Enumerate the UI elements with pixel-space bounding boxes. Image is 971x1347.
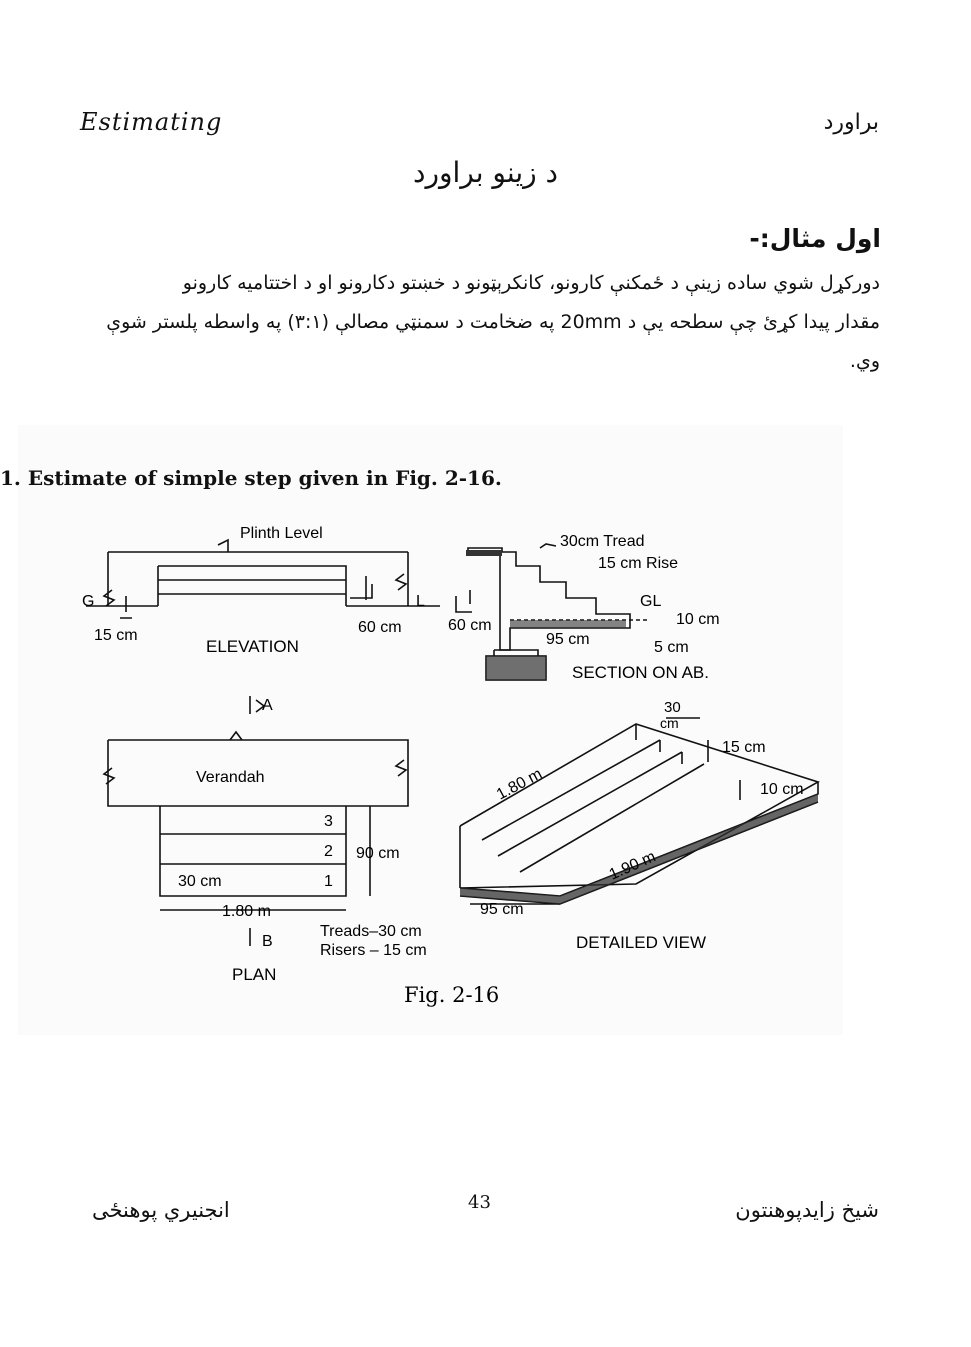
detail-dim-10cm: 10 cm — [760, 781, 804, 798]
detail-dim-95cm: 95 cm — [480, 901, 524, 918]
plan-step-3: 3 — [324, 813, 333, 830]
section-title: SECTION ON AB. — [572, 663, 709, 682]
plan-treads-note: Treads–30 cm — [320, 923, 422, 940]
page-title: د زينو براورد — [412, 156, 559, 189]
elevation-dim-60cm: 60 cm — [358, 619, 402, 636]
header-left-title: Estimating — [80, 108, 223, 136]
detail-dim-15cm: 15 cm — [722, 739, 766, 756]
plan-verandah-label: Verandah — [196, 769, 265, 786]
plinth-level-label: Plinth Level — [240, 525, 323, 542]
figure-caption: 1. Estimate of simple step given in Fig. 2-16. — [0, 466, 502, 490]
section-gl-label: GL — [640, 593, 662, 610]
section-dim-60cm: 60 cm — [448, 617, 492, 634]
header-right-title: براورد — [823, 110, 879, 135]
section-rise-label: 15 cm Rise — [598, 555, 679, 572]
plan-step-1: 1 — [324, 873, 333, 890]
plan-mark-b: B — [262, 933, 273, 950]
detail-dim-30: 30 — [664, 699, 681, 716]
example-heading: اول مثال:- — [749, 224, 881, 253]
page-number: 43 — [468, 1192, 491, 1213]
plan-step-2: 2 — [324, 843, 333, 860]
detail-title: DETAILED VIEW — [576, 933, 707, 952]
plan-dim-90cm: 90 cm — [356, 845, 400, 862]
figure-label: Fig. 2-16 — [404, 983, 500, 1007]
example-text-line-1: دورکړل شوي ساده زينې د ځمکنې کارونو، کانکرېټونو د خښتو دکارونو او د اختتاميه کارونو — [182, 272, 880, 294]
detail-dim-180m: 1.80 m — [493, 765, 546, 804]
detail-dim-190m: 1.90 m — [606, 848, 659, 884]
example-text-line-3: وي. — [849, 350, 880, 372]
footer-university: شيخ زايدپوهنتون — [735, 1198, 879, 1222]
example-text-line-2: مقدار پيدا کړئ چې سطحه يې د 20mm په ضخامت د سمنټي مصالې (۳:۱) په واسطه پلستر شوې — [106, 311, 880, 333]
detail-dim-30-unit: cm — [660, 715, 679, 731]
section-dim-95cm: 95 cm — [546, 631, 590, 648]
footer-faculty: انجنيري پوهنځی — [92, 1198, 230, 1222]
elevation-title: ELEVATION — [206, 637, 299, 656]
plan-risers-note: Risers – 15 cm — [320, 942, 427, 959]
elevation-g-label: G — [82, 593, 95, 610]
plan-dim-180m: 1.80 m — [222, 903, 271, 920]
elevation-l-label: L — [416, 593, 425, 610]
plan-title: PLAN — [232, 965, 277, 984]
plan-mark-a: A — [262, 697, 273, 714]
section-dim-10cm: 10 cm — [676, 611, 720, 628]
plan-dim-30cm: 30 cm — [178, 873, 222, 890]
elevation-dim-15cm: 15 cm — [94, 627, 138, 644]
section-dim-5cm: 5 cm — [654, 639, 689, 656]
section-tread-label: 30cm Tread — [560, 533, 645, 550]
